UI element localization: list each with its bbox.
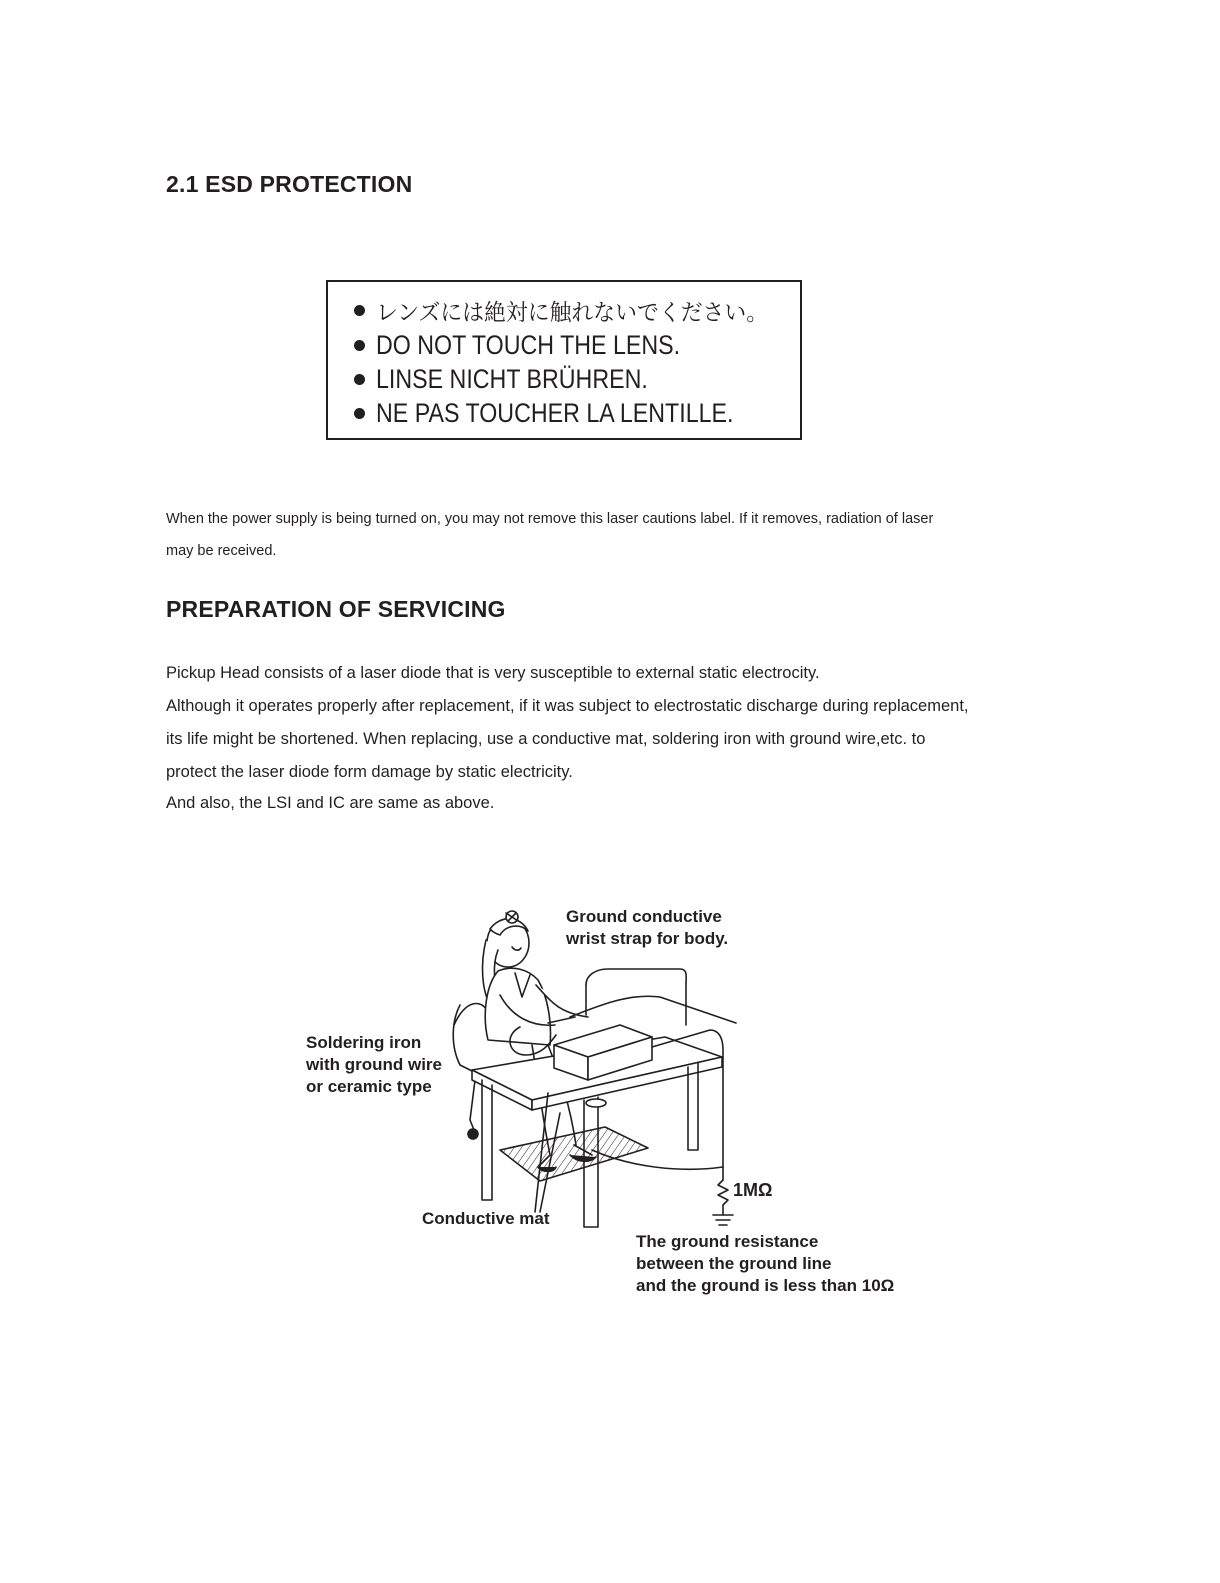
caution-line (354, 330, 730, 361)
label-line: and the ground is less than 10Ω (636, 1276, 895, 1295)
label-line: The ground resistance (636, 1232, 819, 1251)
label-line: Ground conductive (566, 907, 722, 926)
caution-text-japanese: レンズには絶対に触れないでください。 (376, 300, 769, 326)
bullet-icon (354, 340, 365, 351)
soldering-iron-label (306, 1032, 442, 1098)
wrist-strap-label (566, 906, 728, 950)
bullet-icon (354, 374, 365, 385)
laser-caution-label (326, 280, 802, 440)
caution-line (354, 398, 792, 429)
label-line: with ground wire (306, 1055, 442, 1074)
ground-resistance-label (636, 1231, 894, 1297)
paragraph-line: Although it operates properly after replacement, if it was subject to electrostatic discharge during replacement, (166, 697, 969, 715)
caution-text-french: NE PAS TOUCHER LA LENTILLE. (376, 398, 734, 428)
label-line: between the ground line (636, 1254, 832, 1273)
esd-workbench-illustration (420, 905, 750, 1235)
conductive-mat-label: Conductive mat (422, 1209, 550, 1228)
paragraph-line: Pickup Head consists of a laser diode that is very susceptible to external static electrocity. (166, 664, 820, 682)
label-line: Soldering iron (306, 1033, 422, 1052)
note-line: When the power supply is being turned on, you may not remove this laser cautions label. If it removes, radiation of laser (166, 511, 934, 527)
note-line: may be received. (166, 543, 277, 559)
label-line: or ceramic type (306, 1077, 432, 1096)
paragraph-line: protect the laser diode form damage by static electricity. (166, 763, 573, 781)
esd-heading: 2.1 ESD PROTECTION (166, 171, 413, 197)
bullet-icon (354, 305, 365, 316)
bullet-icon (354, 408, 365, 419)
caution-text-english: DO NOT TOUCH THE LENS. (376, 330, 681, 360)
paragraph-line: And also, the LSI and IC are same as above. (166, 794, 495, 812)
label-line: wrist strap for body. (566, 929, 729, 948)
caution-text-german: LINSE NICHT BRÜHREN. (376, 364, 648, 394)
caution-line (354, 294, 789, 327)
caution-line (354, 364, 692, 395)
prep-heading: PREPARATION OF SERVICING (166, 596, 506, 622)
resistor-label: 1MΩ (733, 1180, 773, 1200)
paragraph-line: its life might be shortened. When replacing, use a conductive mat, soldering iron with ground wire,etc. to (166, 730, 926, 748)
